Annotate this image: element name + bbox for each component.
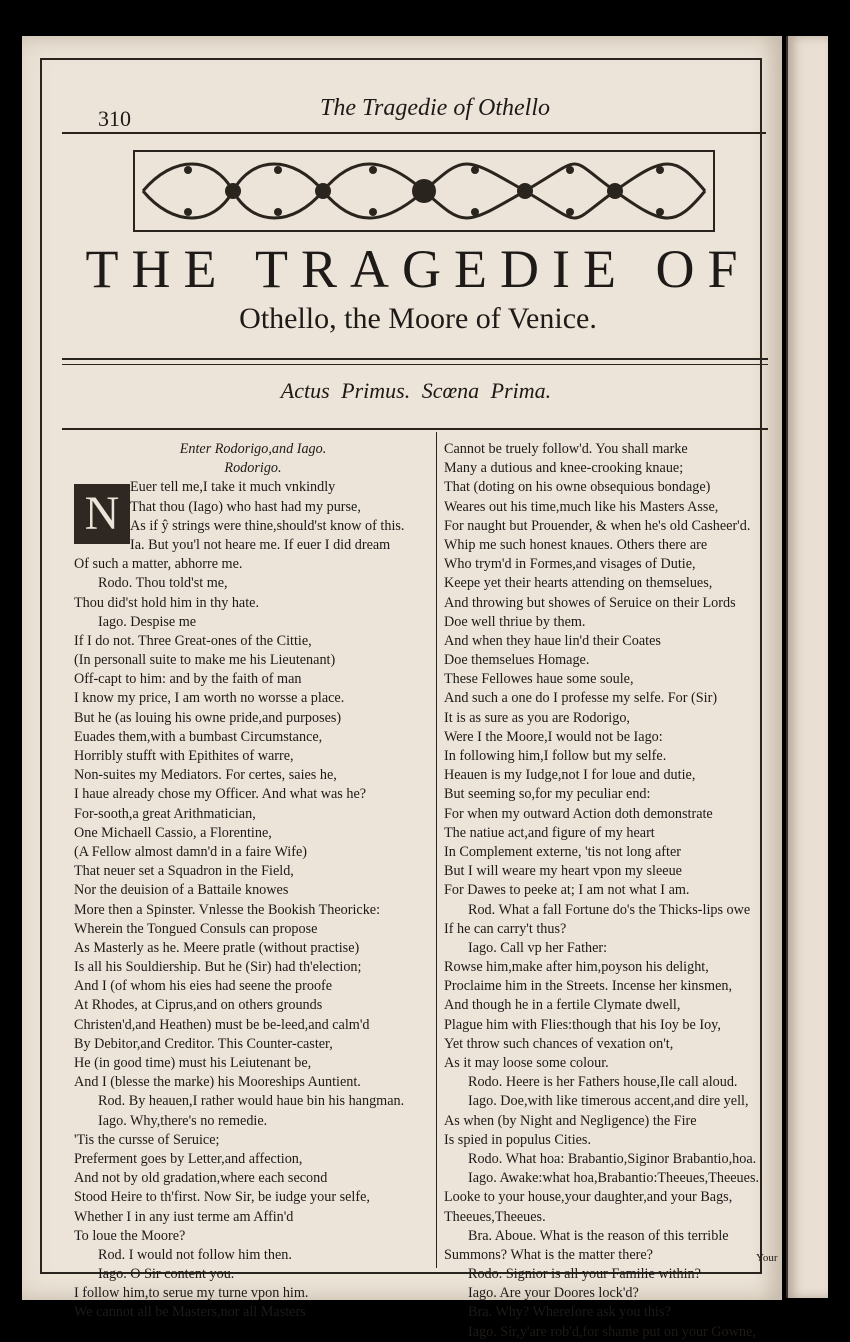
- text-line: Plague him with Flies:though that his Ioy be Ioy,: [444, 1016, 721, 1033]
- text-line: Bra. Aboue. What is the reason of this terrible: [468, 1227, 729, 1244]
- text-line: And such a one do I professe my selfe. For (Sir): [444, 690, 718, 707]
- text-line: I haue already chose my Officer. And what was he?: [74, 786, 367, 803]
- text-line: Christen'd,and Heathen) must be be-leed,and calm'd: [74, 1016, 370, 1033]
- page-number: 310: [98, 106, 131, 131]
- text-line: Rowse him,make after him,poyson his delight,: [444, 959, 709, 976]
- text-line: Doe well thriue by them.: [444, 613, 586, 630]
- text-line: And when they haue lin'd their Coates: [444, 632, 661, 649]
- text-line: As when (by Night and Negligence) the Fire: [444, 1112, 697, 1129]
- text-line: Summons? What is the matter there?: [444, 1246, 653, 1263]
- text-line: (In personall suite to make me his Lieutenant): [74, 652, 336, 669]
- text-line: More then a Spinster. Vnlesse the Bookish Theoricke:: [74, 901, 381, 918]
- text-line: Whether I in any iust terme am Affin'd: [74, 1208, 294, 1225]
- text-line: As if ŷ strings were thine,should'st know of this.: [130, 517, 405, 534]
- text-line: 'Tis the cursse of Seruice;: [74, 1131, 220, 1148]
- text-line: Iago. Why,there's no remedie.: [98, 1112, 268, 1129]
- text-line: Rodo. Heere is her Fathers house,Ile call aloud.: [468, 1074, 738, 1091]
- title-rule-thin: [62, 364, 768, 365]
- text-line: I follow him,to serue my turne vpon him.: [74, 1285, 309, 1302]
- text-line: Horribly stufft with Epithites of warre,: [74, 748, 294, 764]
- text-line: Proclaime him in the Streets. Incense her kinsmen,: [444, 978, 733, 995]
- text-line: For-sooth,a great Arithmatician,: [74, 805, 256, 822]
- text-line: If I do not. Three Great-ones of the Cittie,: [74, 632, 312, 649]
- text-line: Non-suites my Mediators. For certes, saies he,: [74, 767, 337, 784]
- text-line: Euades them,with a bumbast Circumstance,: [74, 728, 323, 745]
- text-line: Off-capt to him: and by the faith of man: [74, 671, 302, 688]
- text-line: That (doting on his owne obsequious bondage): [444, 479, 711, 496]
- text-line: For naught but Prouender, & when he's old Casheer'd.: [444, 517, 751, 534]
- text-line: Keepe yet their hearts attending on themselues,: [444, 575, 713, 592]
- text-line: Yet throw such chances of vexation on't,: [444, 1035, 674, 1052]
- text-line: These Fellowes haue some soule,: [444, 671, 634, 688]
- text-line: As Masterly as he. Meere pratle (without practise): [74, 939, 360, 956]
- text-line: Iago. O Sir content you.: [98, 1266, 235, 1283]
- next-page-edge: [786, 36, 828, 1298]
- text-line: Who trym'd in Formes,and visages of Dutie,: [444, 556, 696, 573]
- text-line: Is all his Souldiership. But he (Sir) had th'election;: [74, 959, 362, 976]
- text-line: Iago. Despise me: [98, 613, 197, 630]
- act-rule: [62, 428, 768, 430]
- text-line: We cannot all be Masters,nor all Masters: [74, 1304, 306, 1321]
- ornament-headpiece-icon: [133, 150, 715, 232]
- text-line: Stood Heire to th'first. Now Sir, be iudge your selfe,: [74, 1189, 370, 1206]
- text-line: And I (blesse the marke) his Mooreships Auntient.: [74, 1074, 361, 1091]
- text-line: Ia. But you'l not heare me. If euer I did dream: [130, 536, 391, 553]
- text-line: Iago. Doe,with like timerous accent,and dire yell,: [468, 1093, 749, 1110]
- text-line: Many a dutious and knee-crooking knaue;: [444, 460, 684, 477]
- text-line: Weares out his time,much like his Masters Asse,: [444, 498, 719, 515]
- text-line: But I will weare my heart vpon my sleeue: [444, 863, 682, 880]
- text-line: For Dawes to peeke at; I am not what I am.: [444, 882, 690, 899]
- drop-cap-block: [74, 478, 432, 555]
- text-line: But he (as louing his owne pride,and purposes): [74, 709, 342, 726]
- text-line: Rodo. Thou told'st me,: [98, 575, 228, 592]
- text-line: In following him,I follow but my selfe.: [444, 748, 667, 764]
- catchword: Your: [756, 1252, 778, 1264]
- text-line: Heauen is my Iudge,not I for loue and dutie,: [444, 767, 696, 784]
- speaker-name: Rodorigo.: [224, 460, 282, 477]
- left-text-column: [74, 440, 432, 1323]
- act-scene-heading: Actus Primus. Scœna Prima.: [280, 378, 552, 403]
- header-rule: [62, 132, 766, 134]
- text-line: That neuer set a Squadron in the Field,: [74, 863, 294, 880]
- text-line: Preferment goes by Letter,and affection,: [74, 1150, 303, 1167]
- text-line: He (in good time) must his Leiutenant be,: [74, 1055, 312, 1071]
- text-line: Nor the deuision of a Battaile knowes: [74, 882, 289, 899]
- column-divider: [436, 432, 437, 1268]
- play-subtitle: Othello, the Moore of Venice.: [239, 302, 597, 335]
- text-line: Rodo. Signior is all your Familie within?: [468, 1266, 701, 1283]
- text-line: (A Fellow almost damn'd in a faire Wife): [74, 843, 307, 860]
- running-head: The Tragedie of Othello: [320, 95, 550, 121]
- text-line: Is spied in populus Cities.: [444, 1131, 592, 1148]
- right-text-column: [444, 440, 774, 1342]
- text-line: For when my outward Action doth demonstrate: [444, 805, 713, 822]
- text-line: Were I the Moore,I would not be Iago:: [444, 728, 663, 745]
- text-line: And throwing but showes of Seruice on their Lords: [444, 594, 736, 611]
- text-line: Iago. Are your Doores lock'd?: [468, 1285, 639, 1302]
- text-line: Of such a matter, abhorre me.: [74, 556, 243, 573]
- text-line: If he can carry't thus?: [444, 920, 567, 937]
- text-line: Looke to your house,your daughter,and your Bags,: [444, 1189, 733, 1206]
- text-line: Wherein the Tongued Consuls can propose: [74, 920, 318, 937]
- text-line: Iago. Call vp her Father:: [468, 939, 608, 956]
- text-line: That thou (Iago) who hast had my purse,: [130, 498, 361, 515]
- text-line: To loue the Moore?: [74, 1227, 186, 1244]
- title-rule: [62, 358, 768, 360]
- text-line: Rodo. What hoa: Brabantio,Siginor Brabantio,hoa.: [468, 1150, 757, 1167]
- text-line: Thou did'st hold him in thy hate.: [74, 594, 260, 611]
- text-line: Rod. What a fall Fortune do's the Thicks-lips owe: [468, 901, 751, 918]
- text-line: Cannot be truely follow'd. You shall marke: [444, 441, 688, 457]
- text-line: At Rhodes, at Ciprus,and on others grounds: [74, 997, 323, 1014]
- text-line: But seeming so,for my peculiar end:: [444, 786, 651, 803]
- text-line: The natiue act,and figure of my heart: [444, 824, 655, 841]
- text-line: Whip me such honest knaues. Others there are: [444, 536, 708, 553]
- text-line: One Michaell Cassio, a Florentine,: [74, 824, 272, 841]
- stage-direction: Enter Rodorigo,and Iago.: [179, 441, 327, 457]
- text-line: Rod. I would not follow him then.: [98, 1246, 292, 1263]
- text-line: And though he in a fertile Clymate dwell,: [444, 997, 681, 1014]
- text-line: As it may loose some colour.: [444, 1055, 609, 1071]
- text-line: Euer tell me,I take it much vnkindly: [130, 479, 336, 496]
- text-line: By Debitor,and Creditor. This Counter-caster,: [74, 1035, 333, 1052]
- text-line: Doe themselues Homage.: [444, 652, 590, 669]
- text-line: And not by old gradation,where each second: [74, 1170, 328, 1187]
- text-line: In Complement externe, 'tis not long after: [444, 843, 681, 860]
- text-line: And I (of whom his eies had seene the proofe: [74, 978, 333, 995]
- text-line: Rod. By heauen,I rather would haue bin his hangman.: [98, 1093, 405, 1110]
- text-line: Bra. Why? Wherefore ask you this?: [468, 1304, 671, 1321]
- play-title: THE TRAGEDIE OF: [85, 239, 751, 299]
- drop-cap-letter: N: [74, 484, 130, 544]
- text-line: I know my price, I am worth no worsse a place.: [74, 690, 345, 707]
- text-line: Iago. Awake:what hoa,Brabantio:Theeues,Theeues.: [468, 1170, 760, 1187]
- text-line: It is as sure as you are Rodorigo,: [444, 709, 630, 726]
- text-line: Theeues,Theeues.: [444, 1208, 546, 1225]
- text-line: Iago. Sir,y'are rob'd,for shame put on your Gowne,: [468, 1323, 756, 1340]
